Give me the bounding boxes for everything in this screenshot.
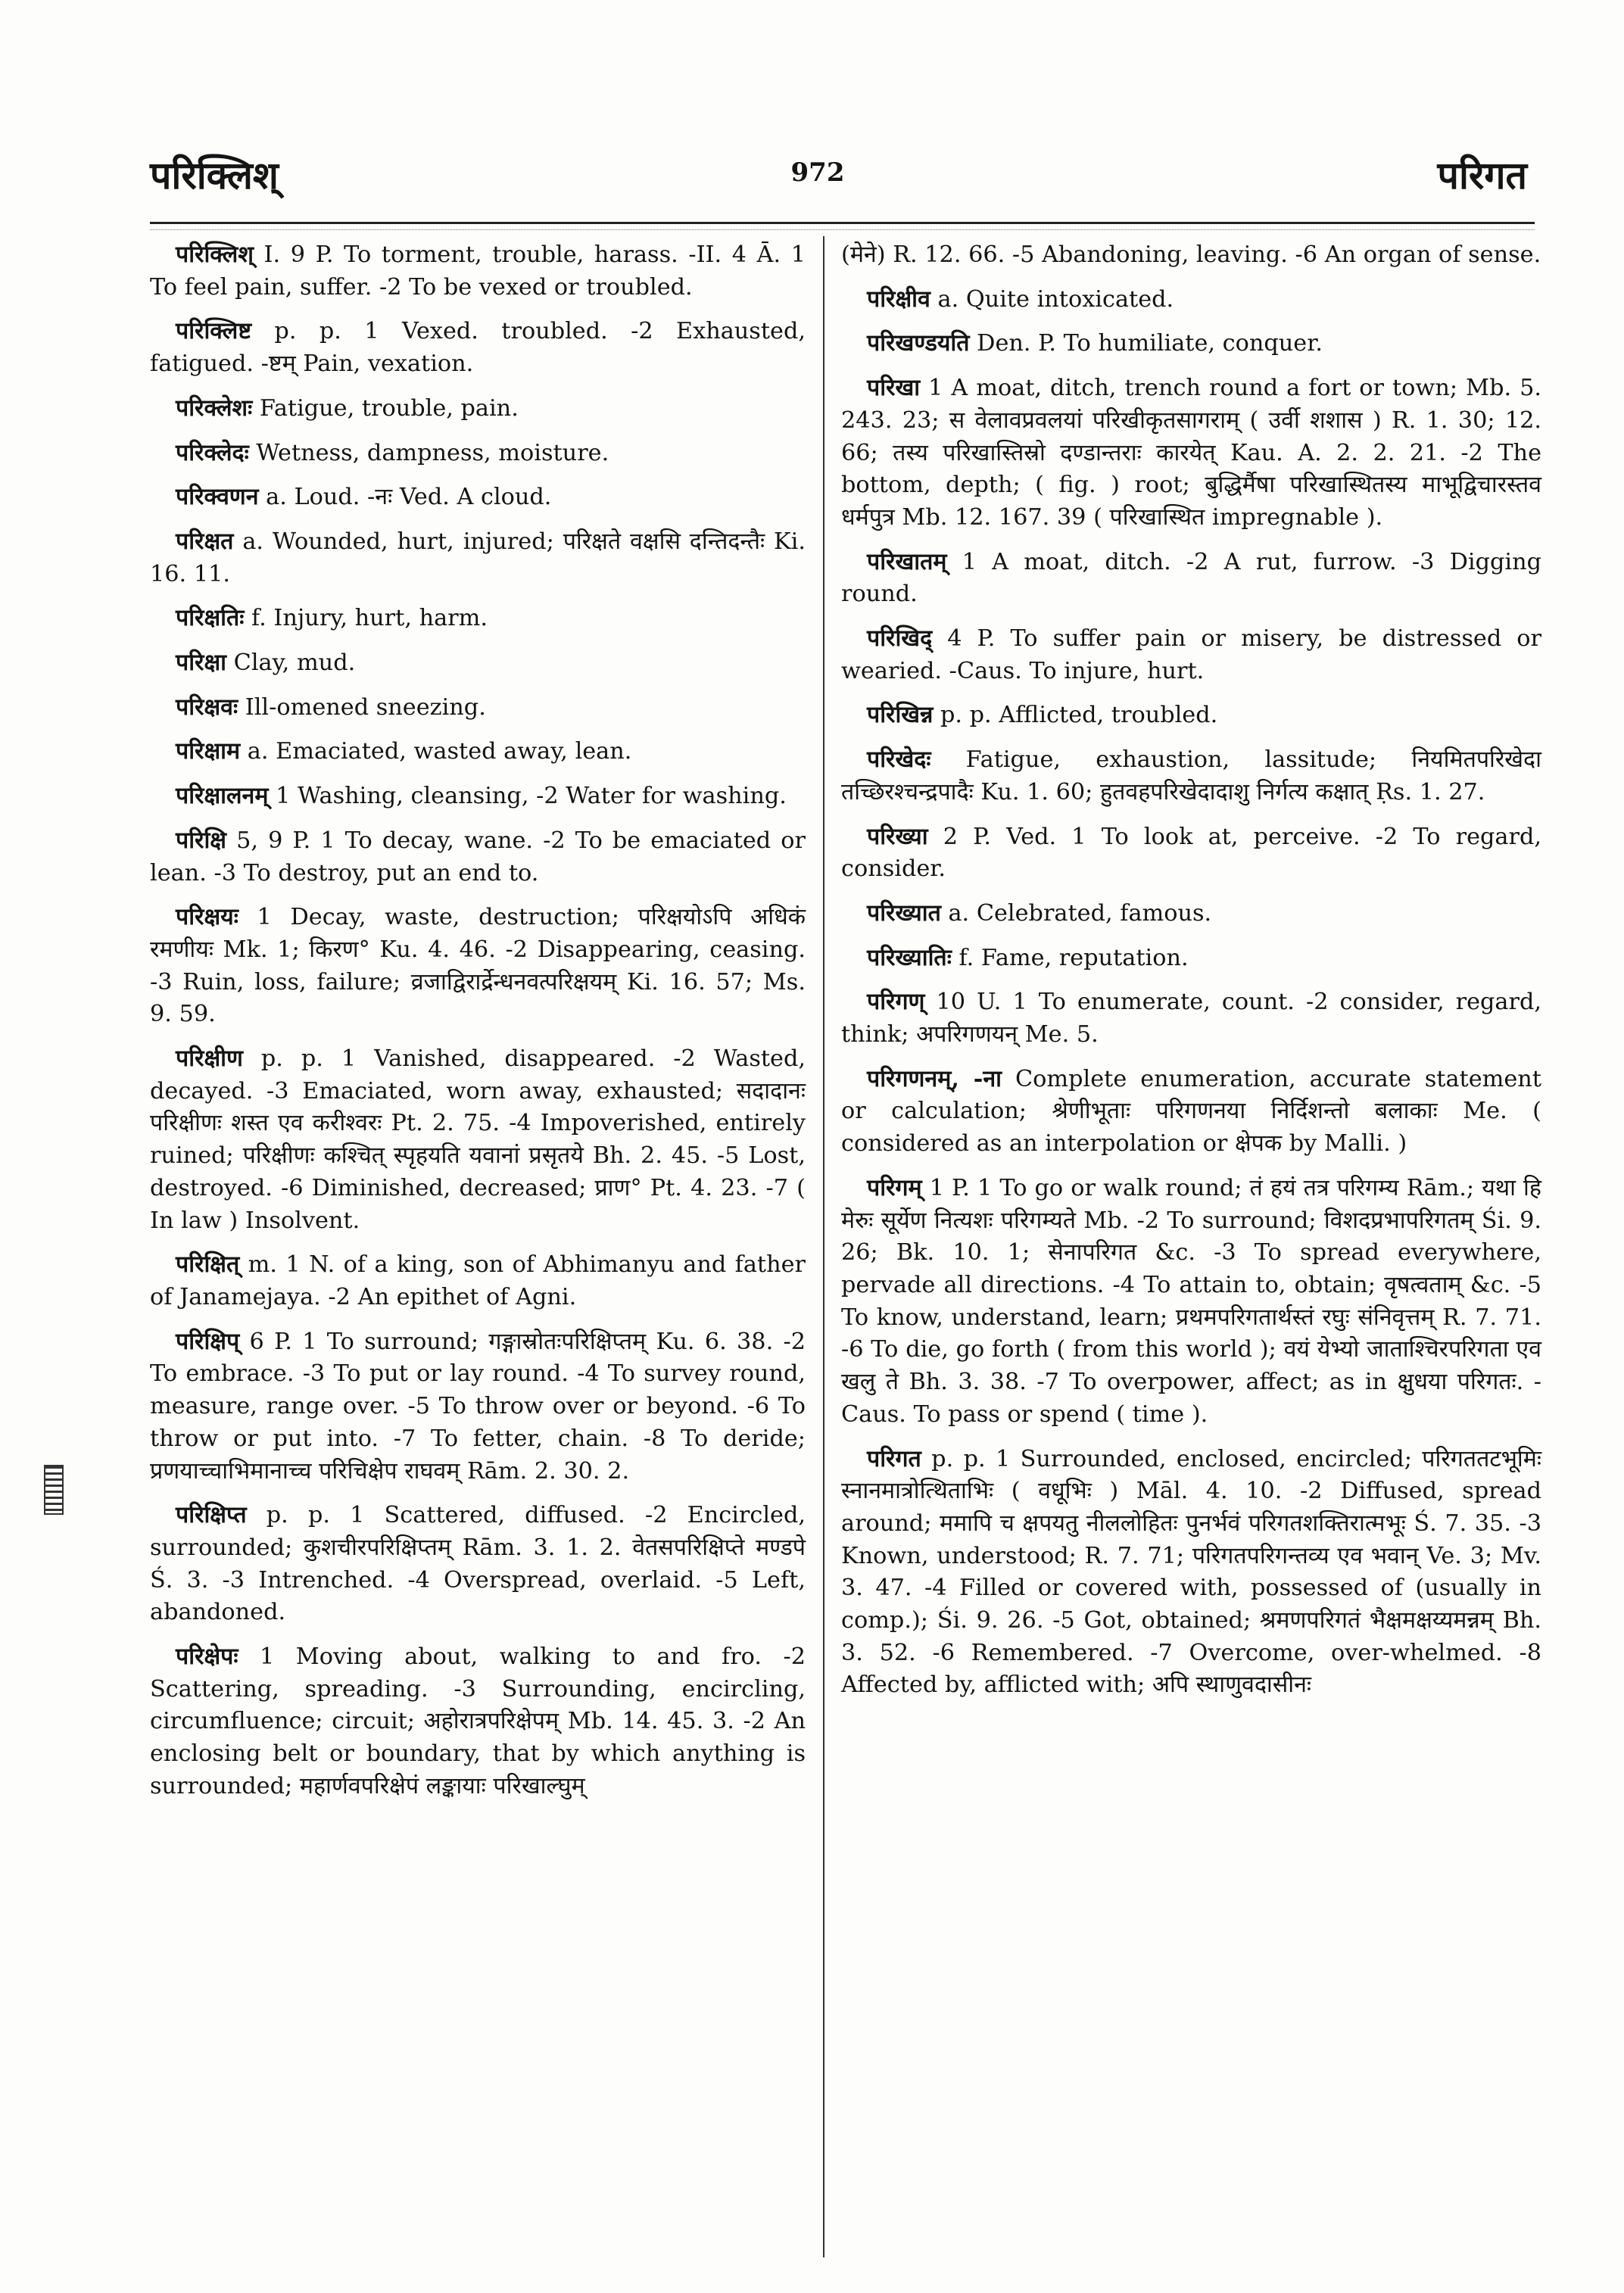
header-dotted-rule <box>150 229 1535 230</box>
entry-headword: परिक्लिष्ट <box>176 318 252 345</box>
dictionary-entry <box>841 1064 1541 1161</box>
dictionary-entry <box>841 699 1541 732</box>
dictionary-entry <box>150 736 806 768</box>
entry-definition: a. Quite intoxicated. <box>930 285 1174 313</box>
right-column <box>841 239 1541 1714</box>
dictionary-entry <box>841 821 1541 886</box>
entry-definition: Complete enumeration, accurate statement or calculation; श्रेणीभूताः परिगणनया निर्दिशन्तो बलाकाः Me. ( considered as an interpolation or क्षेपक by Malli. ) <box>841 1065 1541 1157</box>
entry-headword: परिखेदः <box>867 746 931 774</box>
dictionary-entry <box>150 1249 806 1313</box>
entry-headword: परिक्षेपः <box>176 1643 238 1671</box>
dictionary-entry <box>841 372 1541 534</box>
dictionary-entry <box>841 898 1541 930</box>
entry-headword: परिखा <box>867 375 921 402</box>
page-number: 972 <box>790 157 845 188</box>
header-left-guideword: परिक्लिश् <box>150 153 279 198</box>
dictionary-entry <box>150 393 806 425</box>
column-divider <box>823 236 824 2257</box>
entry-definition: Fatigue, exhaustion, lassitude; नियमितपरिखेदा तच्छिरश्चन्द्रपादैः Ku. 1. 60; हुतवहपरिखेदादाशु निर्गत्य कक्षात् Ṛs. 1. 27. <box>841 746 1541 805</box>
entry-headword: परिक्लेशः <box>176 394 253 422</box>
entry-definition: Den. P. To humiliate, conquer. <box>969 330 1323 357</box>
entry-definition: 5, 9 P. 1 To decay, wane. -2 To be emaciated or lean. -3 To destroy, put an end to. <box>150 827 806 886</box>
dictionary-entry <box>841 1444 1541 1703</box>
entry-headword: परिक्षीव <box>867 285 930 313</box>
entry-definition: 1 Washing, cleansing, -2 Water for washing. <box>268 783 787 810</box>
dictionary-entry <box>150 481 806 514</box>
entry-headword: परिख्यात <box>867 899 941 927</box>
entry-definition: m. 1 N. of a king, son of Abhimanyu and father of Janamejaya. -2 An epithet of Agni. <box>150 1251 806 1310</box>
dictionary-entry <box>841 328 1541 360</box>
dictionary-entry <box>150 825 806 889</box>
entry-definition: f. Fame, reputation. <box>951 944 1189 971</box>
dictionary-entry <box>150 647 806 680</box>
entry-definition: 1 Decay, waste, destruction; परिक्षयोऽपि अधिकं रमणीयः Mk. 1; किरण° Ku. 4. 46. -2 Disappearing, ceasing. -3 Ruin, loss, failure; व्रजाद्विरार्द्रेन्धनवत्परिक्षयम् Ki. 16. 57; Ms. 9. 59. <box>150 904 806 1028</box>
entry-definition: 1 Moving about, walking to and fro. -2 Scattering, spreading. -3 Surrounding, encircling, circumfluence; circuit; अहोरात्रपरिक्षेपम् Mb. 14. 45. 3. -2 An enclosing belt or boundary, that by which anything is surrounded; महार्णवपरिक्षेपं लङ्कायाः परिखाल्घुम् <box>150 1643 806 1799</box>
entry-headword: परिक्षिप्त <box>176 1502 247 1529</box>
entry-definition: 1 A moat, ditch, trench round a fort or town; Mb. 5. 243. 23; स वेलावप्रवलयां परिखीकृतसागराम् ( उर्वी शशास ) R. 1. 30; 12. 66; तस्य परिखास्तिस्रो दण्डान्तराः कारयेत् Kau. A. 2. 2. 21. -2 The bottom, depth; ( fig. ) root; बुद्धिर्मैषा परिखास्थितस्य माभूद्विचारस्तव धर्मपुत्र Mb. 12. 167. 39 ( परिखास्थित impregnable ). <box>841 375 1541 531</box>
header-right-guideword: परिगत <box>1437 153 1527 198</box>
entry-headword: परिक्षित् <box>176 1251 240 1279</box>
entry-definition: a. Emaciated, wasted away, lean. <box>240 738 632 765</box>
dictionary-entry <box>150 1641 806 1803</box>
entry-headword: परिक्षीण <box>176 1045 243 1073</box>
dictionary-entry <box>150 780 806 813</box>
entry-headword: परिखिन्न <box>867 702 934 729</box>
entry-definition: Wetness, dampness, moisture. <box>248 439 609 466</box>
entry-headword: परिक्षवः <box>176 693 238 721</box>
dictionary-entry <box>150 603 806 635</box>
left-column <box>150 239 806 1815</box>
dictionary-entry <box>150 316 806 380</box>
entry-definition: Clay, mud. <box>226 650 356 677</box>
dictionary-entry <box>841 744 1541 808</box>
entry-headword: परिक्षा <box>176 650 227 677</box>
entry-definition: (मेने) R. 12. 66. -5 Abandoning, leaving. -6 An organ of sense. <box>841 241 1541 268</box>
entry-headword: परिक्लिश् <box>176 241 254 268</box>
entry-headword: परिगण् <box>867 989 925 1016</box>
entry-definition: f. Injury, hurt, harm. <box>244 605 488 632</box>
entry-headword: परिगणनम्, -ना <box>867 1065 1002 1092</box>
dictionary-entry <box>841 239 1541 272</box>
dictionary-entry <box>150 902 806 1031</box>
entry-headword: परिखिद् <box>867 625 933 653</box>
entry-headword: परिक्षतिः <box>176 605 245 632</box>
entry-headword: परिक्वणन <box>176 484 259 511</box>
entry-headword: परिगम् <box>867 1174 922 1201</box>
entry-definition: Ill-omened sneezing. <box>238 693 486 721</box>
margin-binding-mark <box>44 1465 64 1515</box>
entry-headword: परिक्षि <box>176 827 227 854</box>
dictionary-entry <box>150 1500 806 1629</box>
dictionary-entry <box>841 547 1541 611</box>
entry-definition: p. p. 1 Vanished, disappeared. -2 Wasted, decayed. -3 Emaciated, worn away, exhausted; सदादानः परिक्षीणः शस्त एव करीश्वरः Pt. 2. 75. -4 Impoverished, entirely ruined; परिक्षीणः कश्चित् स्पृहयति यवानां प्रसृतये Bh. 2. 45. -5 Lost, destroyed. -6 Diminished, decreased; प्राण° Pt. 4. 23. -7 ( In law ) Insolvent. <box>150 1045 806 1234</box>
entry-definition: p. p. 1 Scattered, diffused. -2 Encircled, surrounded; कुशचीरपरिक्षिप्तम् Rām. 3. 1. 2. वेतसपरिक्षिप्ते मण्डपे Ś. 3. -3 Intrenched. -4 Overspread, overlaid. -5 Left, abandoned. <box>150 1502 806 1626</box>
dictionary-entry <box>150 1326 806 1488</box>
entry-headword: परिख्यातिः <box>867 944 952 971</box>
dictionary-entry <box>150 1043 806 1237</box>
dictionary-entry <box>841 986 1541 1051</box>
entry-headword: परिक्षत <box>176 528 234 555</box>
entry-definition: p. p. 1 Vexed. troubled. -2 Exhausted, fatigued. -ष्टम् Pain, vexation. <box>150 318 806 378</box>
dictionary-entry <box>150 438 806 470</box>
entry-definition: 4 P. To suffer pain or misery, be distressed or wearied. -Caus. To injure, hurt. <box>841 625 1541 684</box>
entry-headword: परिखातम् <box>867 548 947 575</box>
entry-definition: a. Wounded, hurt, injured; परिक्षते वक्षसि दन्तिदन्तैः Ki. 16. 11. <box>150 528 806 587</box>
entry-definition: a. Loud. -नः Ved. A cloud. <box>258 484 552 511</box>
entry-headword: परिखण्डयति <box>867 330 970 357</box>
entry-definition: 1 A moat, ditch. -2 A rut, furrow. -3 Digging round. <box>841 548 1541 608</box>
entry-definition: 6 P. 1 To surround; गङ्गास्रोतःपरिक्षिप्तम् Ku. 6. 38. -2 To embrace. -3 To put or lay round. -4 To survey round, measure, range over. -5 To throw over or beyond. -6 To throw or put into. -7 To fetter, chain. -8 To deride; प्रणयाच्चाभिमानाच्च परिचिक्षेप राघवम् Rām. 2. 30. 2. <box>150 1328 806 1485</box>
entry-definition: p. p. Afflicted, troubled. <box>933 702 1218 729</box>
dictionary-entry <box>150 239 806 304</box>
dictionary-entry <box>150 692 806 724</box>
dictionary-entry <box>841 942 1541 975</box>
dictionary-entry <box>841 284 1541 316</box>
entry-definition: p. p. 1 Surrounded, enclosed, encircled; परिगततटभूमिः स्नानमात्रोत्थिताभिः ( वधूभिः ) Māl. 4. 10. -2 Diffused, spread around; ममापि च क्षपयतु नीललोहितः पुनर्भवं परिगतशक्तिरात्मभूः Ś. 7. 35. -3 Known, understood; R. 7. 71; परिगतपरिगन्तव्य एव भवान् Ve. 3; Mv. 3. 47. -4 Filled or covered with, possessed of (usually in comp.); Śi. 9. 26. -5 Got, obtained; श्रमणपरिगतं भैक्षमक्षय्यमन्नम् Bh. 3. 52. -6 Remembered. -7 Overcome, over-whelmed. -8 Affected by, afflicted with; अपि स्थाणुवदासीनः <box>841 1445 1541 1699</box>
entry-definition: 2 P. Ved. 1 To look at, perceive. -2 To regard, consider. <box>841 823 1541 883</box>
dictionary-entry <box>841 623 1541 687</box>
entry-headword: परिक्लेदः <box>176 439 249 466</box>
header-rule <box>150 222 1535 224</box>
entry-definition: Fatigue, trouble, pain. <box>252 394 519 422</box>
entry-definition: I. 9 P. To torment, trouble, harass. -II. 4 Ā. 1 To feel pain, suffer. -2 To be vexed or troubled. <box>150 241 806 301</box>
entry-definition: 1 P. 1 To go or walk round; तं हयं तत्र परिगम्य Rām.; यथा हि मेरुः सूर्येण नित्यशः परिगम्यते Mb. -2 To surround; विशदप्रभापरिगतम् Śi. 9. 26; Bk. 10. 1; सेनापरिगत &c. -3 To spread everywhere, pervade all directions. -4 To attain to, obtain; वृषत्वताम् &c. -5 To know, understand, learn; प्रथमपरिगतार्थस्तं रघुः संनिवृत्तम् R. 7. 71. -6 To die, go forth ( from this world ); वयं येभ्यो जाताश्चिरपरिगता एव खलु ते Bh. 3. 38. -7 To overpower, affect; as in क्षुधया परिगतः. -Caus. To pass or spend ( time ). <box>841 1174 1541 1428</box>
entry-headword: परिक्षयः <box>176 904 238 931</box>
entry-headword: परिक्षिप् <box>176 1328 240 1355</box>
entry-headword: परिख्या <box>867 823 928 850</box>
entry-headword: परिक्षाम <box>176 738 241 765</box>
entry-definition: a. Celebrated, famous. <box>940 899 1212 927</box>
entry-headword: परिक्षालनम् <box>176 783 269 810</box>
entry-headword: परिगत <box>867 1445 921 1472</box>
dictionary-entry <box>841 1173 1541 1432</box>
dictionary-entry <box>150 526 806 590</box>
entry-definition: 10 U. 1 To enumerate, count. -2 consider, regard, think; अपरिगणयन् Me. 5. <box>841 989 1541 1048</box>
